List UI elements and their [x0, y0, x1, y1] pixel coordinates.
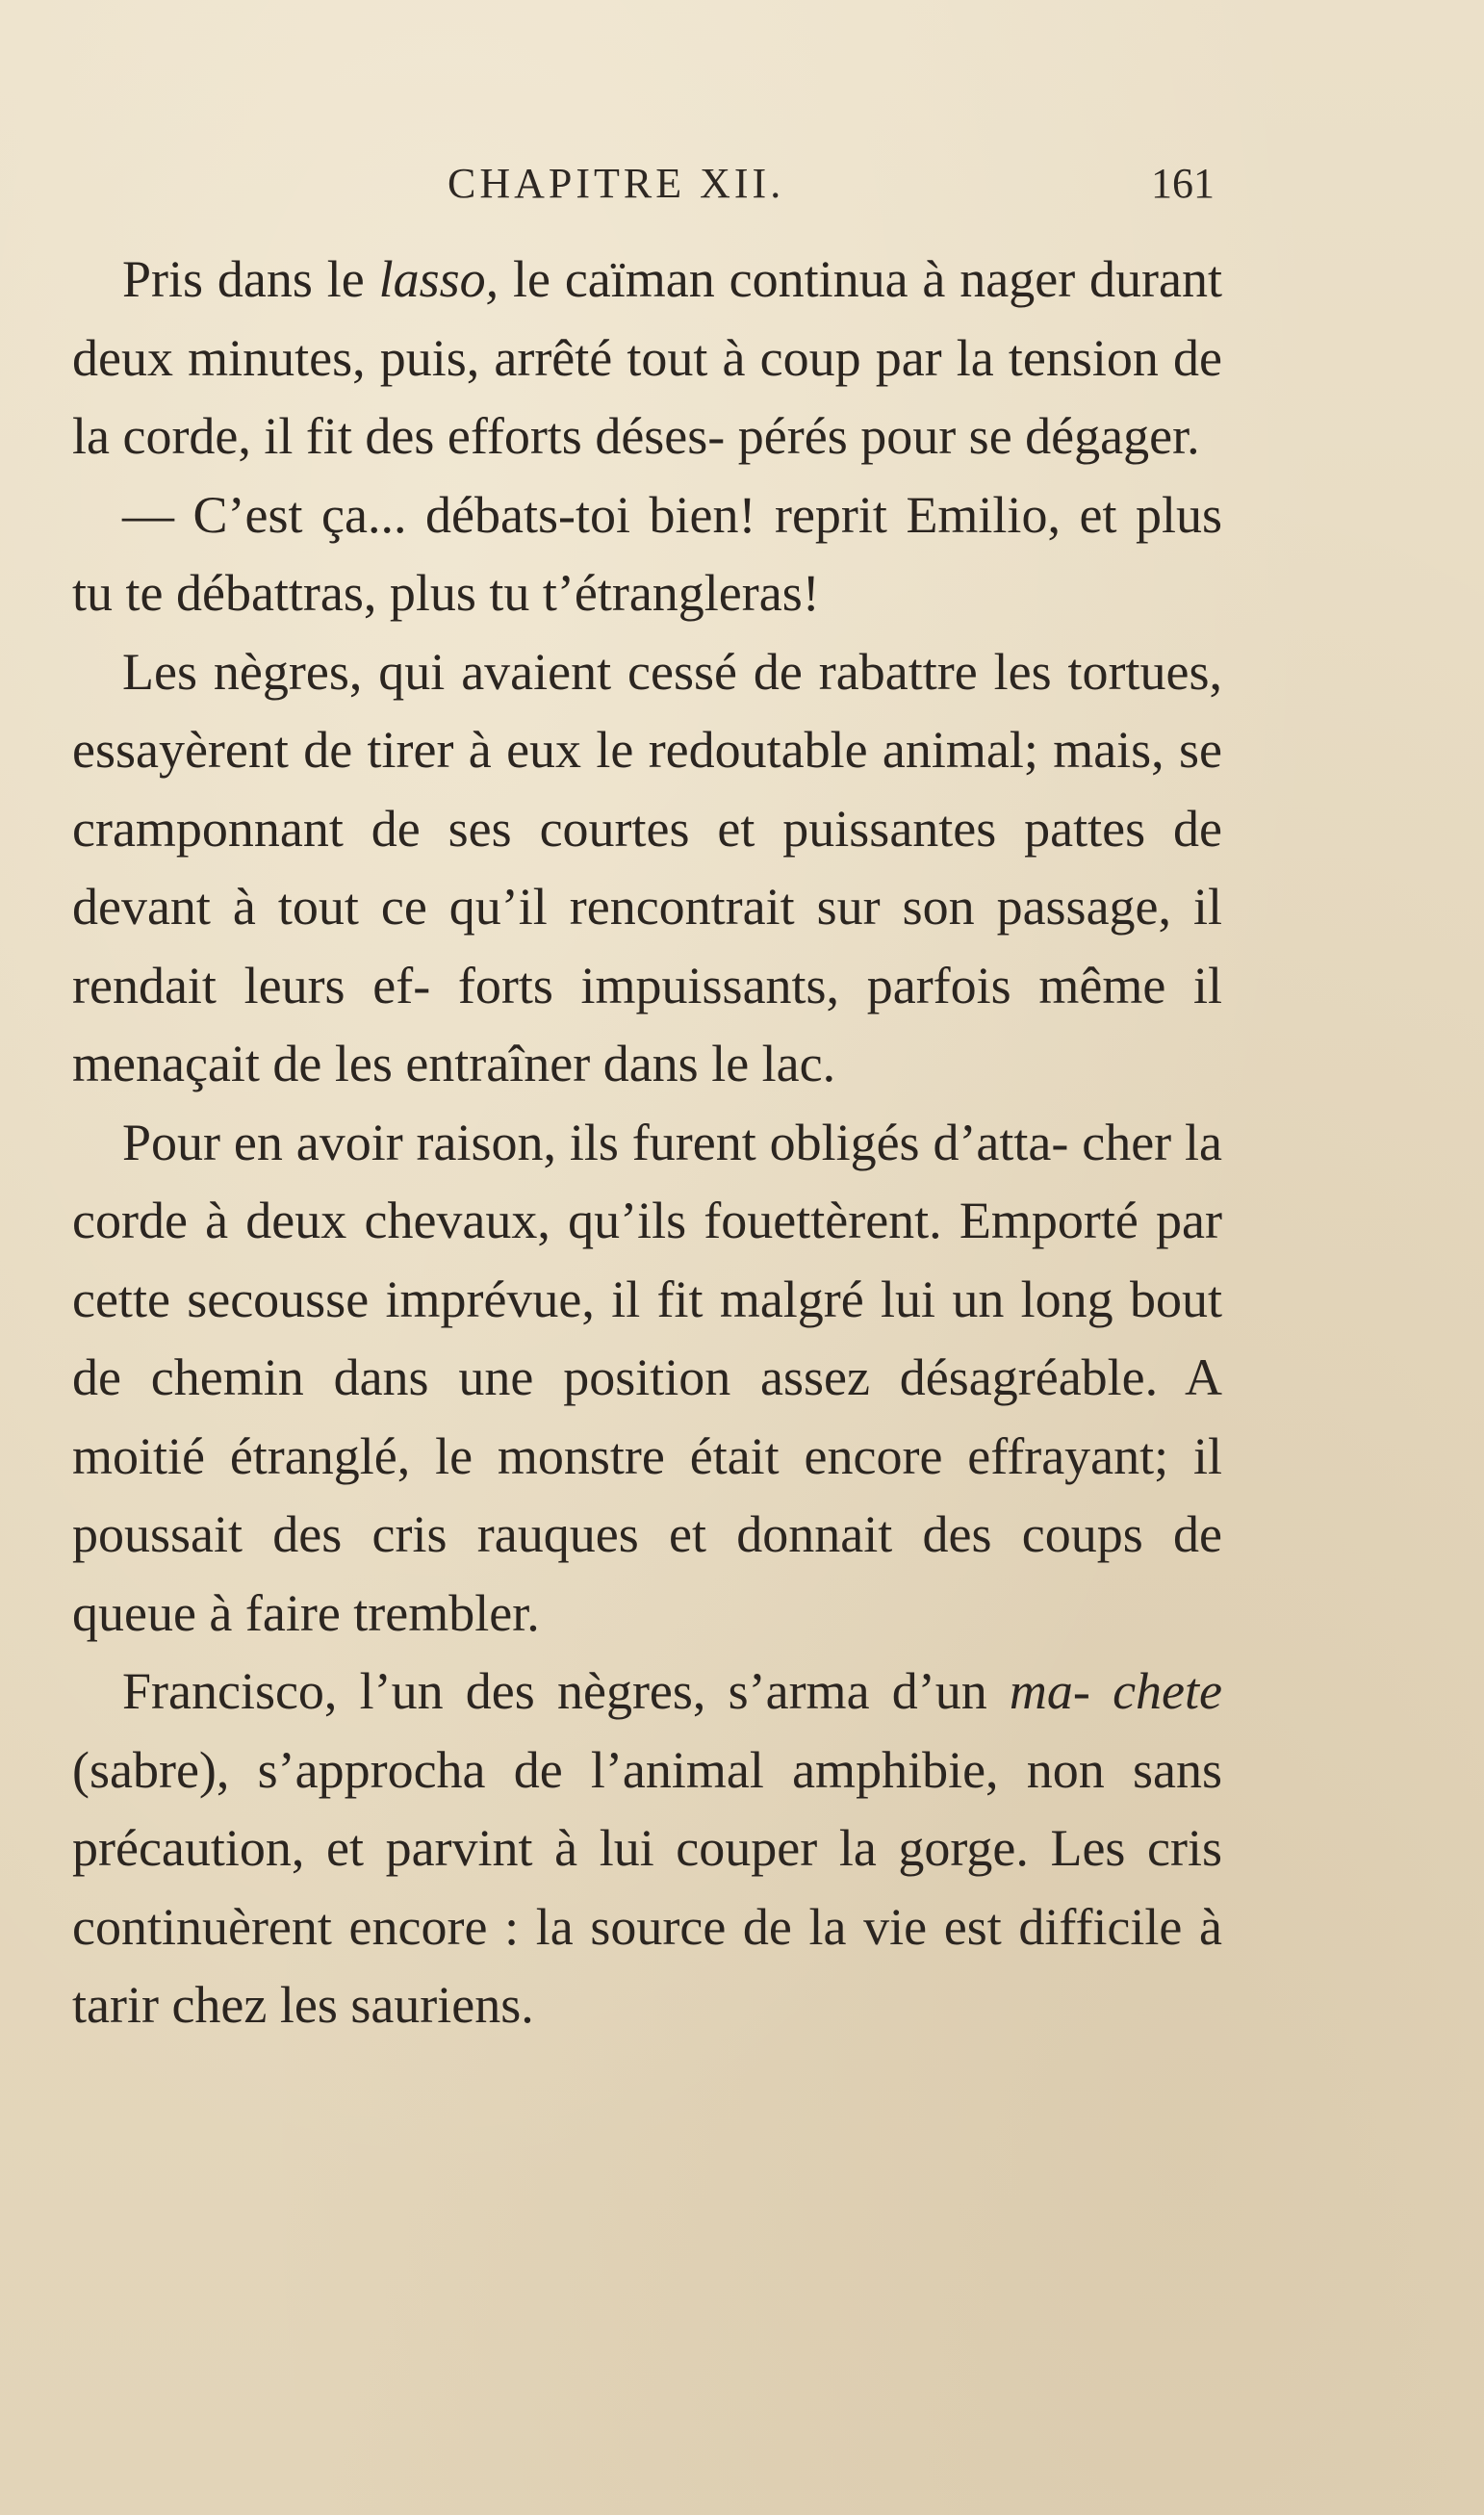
page-number: 161 — [1151, 160, 1215, 207]
body-text — [72, 241, 1222, 2045]
italic-term: ma- chete — [1009, 1662, 1222, 1720]
paragraph-text: le caïman continua à nager durant deux minutes, puis, arrêté tout à coup par la tension de la corde, il fit des efforts déses- pérés pour se dégager. — [72, 250, 1222, 465]
paragraph: Pour en avoir raison, ils furent obligés d’atta- cher la corde à deux chevaux, qu’ils fouettèrent. Emporté par cette secousse imprévue, il fit malgré lui un long bout de chemin dans une position assez désagréable. A moitié étranglé, le monstre était encore effrayant; il poussait des cris rauques et donnait des coups de queue à faire trembler. — [72, 1113, 1222, 1642]
paragraph-text: Pris dans le — [122, 250, 379, 308]
paragraph-text: (sabre), s’approcha de l’animal amphibie, non sans précaution, et parvint à lui couper la gorge. Les cris continuèrent encore : la source de la vie est difficile à tarir chez les sauriens. — [72, 1740, 1222, 2034]
paragraph: Les nègres, qui avaient cessé de rabattre les tortues, essayèrent de tirer à eux le redoutable animal; mais, se cramponnant de ses courtes et puissantes pattes de devant à tout ce qu’il rencontrait sur son passage, il rendait leurs ef- forts impuissants, parfois même il menaçait de les entraîner dans le lac. — [72, 642, 1222, 1092]
italic-term: lasso, — [378, 250, 499, 308]
paragraph: — C’est ça... débats-toi bien! reprit Emilio, et plus tu te débattras, plus tu t’étrangleras! — [72, 485, 1222, 622]
page-header — [0, 159, 1484, 217]
running-head: CHAPITRE XII. — [448, 160, 785, 207]
paragraph-text: Francisco, l’un des nègres, s’arma d’un — [122, 1662, 1010, 1720]
paragraph — [72, 1653, 1222, 2045]
paragraph — [72, 241, 1222, 476]
